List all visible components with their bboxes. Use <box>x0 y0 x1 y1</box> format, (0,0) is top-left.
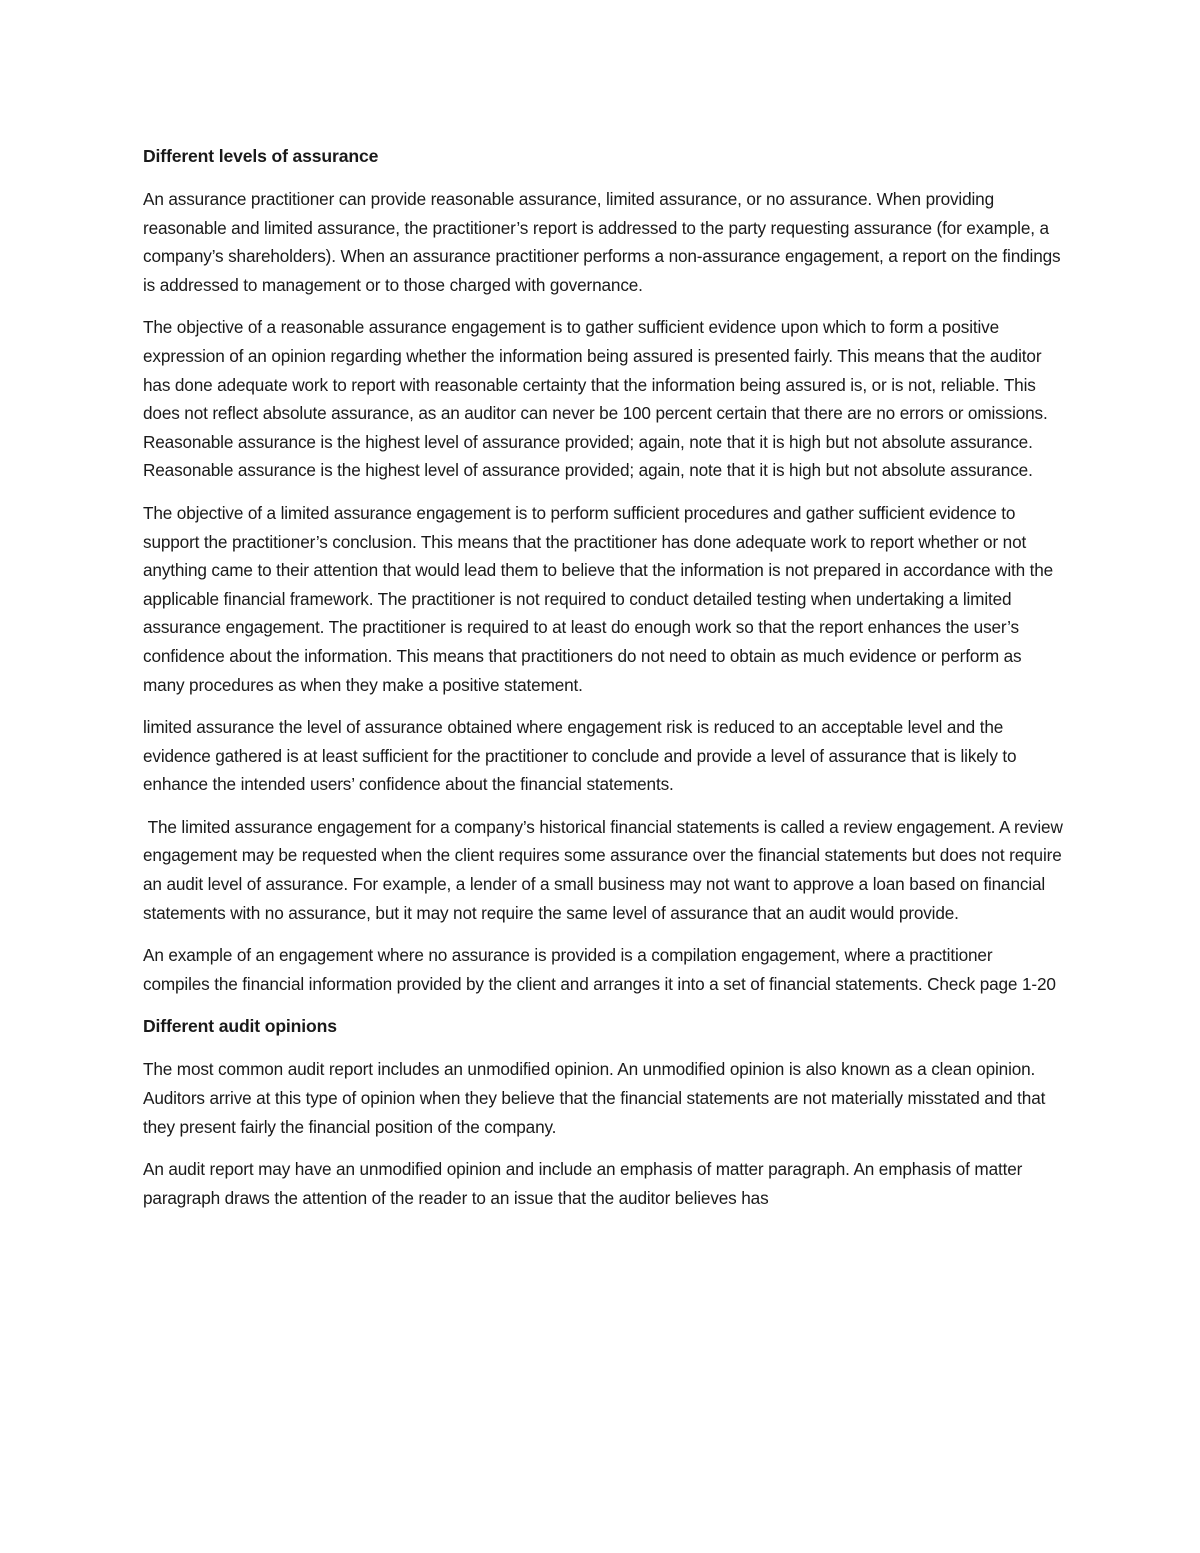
paragraph-unmodified-opinion: The most common audit report includes an unmodified opinion. An unmodified opinion is also known as a clean opinion. Auditors arrive at this type of opinion when they believe that the financial statements are not materially misstated and that they present fairly the financial position of the company. <box>143 1059 1046 1137</box>
paragraph-limited-assurance-objective: The objective of a limited assurance engagement is to perform sufficient procedures and gather sufficient evidence to support the practitioner’s conclusion. This means that the practitioner has done adequate work to report whether or not anything came to their attention that would lead them to believe that the information is not prepared in accordance with the applicable financial framework. The practitioner is not required to conduct detailed testing when undertaking a limited assurance engagement. The practitioner is required to at least do enough work so that the report enhances the user’s confidence about the information. This means that practitioners do not need to obtain as much evidence or perform as many procedures as when they make a positive statement. <box>143 502 1054 695</box>
paragraph-reasonable-assurance: The objective of a reasonable assurance engagement is to gather sufficient evidence upon which to form a positive expression of an opinion regarding whether the information being assured is presented fairly. This means that the auditor has done adequate work to report with reasonable certainty that the information being assured is, or is not, reliable. This does not reflect absolute assurance, as an auditor can never be 100 percent certain that there are no errors or omissions. Reasonable assurance is the highest level of assurance provided; again, note that it is high but not absolute assurance. Reasonable assurance is the highest level of assurance provided; again, note that it is high but not absolute assurance. <box>143 317 1048 481</box>
paragraph-limited-assurance-definition: limited assurance the level of assurance obtained where engagement risk is reduced to an acceptable level and the evidence gathered is at least sufficient for the practitioner to conclude and provide a level of assurance that is likely to enhance the intended users’ confidence about the financial statements. <box>143 717 1017 795</box>
paragraph-compilation-engagement: An example of an engagement where no assurance is provided is a compilation engagement, where a practitioner compiles the financial information provided by the client and arranges it into a set of financial statements. Check page 1-20 <box>143 945 1056 994</box>
section-heading-levels-of-assurance: Different levels of assurance <box>143 146 379 166</box>
document-body <box>143 142 1068 1226</box>
paragraph-assurance-overview: An assurance practitioner can provide reasonable assurance, limited assurance, or no assurance. When providing reasonable and limited assurance, the practitioner’s report is addressed to the party requesting assurance (for example, a company’s shareholders). When an assurance practitioner performs a non-assurance engagement, a report on the findings is addressed to management or to those charged with governance. <box>143 189 1061 295</box>
paragraph-review-engagement: The limited assurance engagement for a company’s historical financial statements is called a review engagement. A review engagement may be requested when the client requires some assurance over the financial statements but does not require an audit level of assurance. For example, a lender of a small business may not want to approve a loan based on financial statements with no assurance, but it may not require the same level of assurance that an audit would provide. <box>143 816 1068 923</box>
section-heading-audit-opinions: Different audit opinions <box>143 1016 337 1037</box>
paragraph-emphasis-of-matter: An audit report may have an unmodified opinion and include an emphasis of matter paragraph. An emphasis of matter paragraph draws the attention of the reader to an issue that the auditor believes has <box>143 1159 1023 1208</box>
